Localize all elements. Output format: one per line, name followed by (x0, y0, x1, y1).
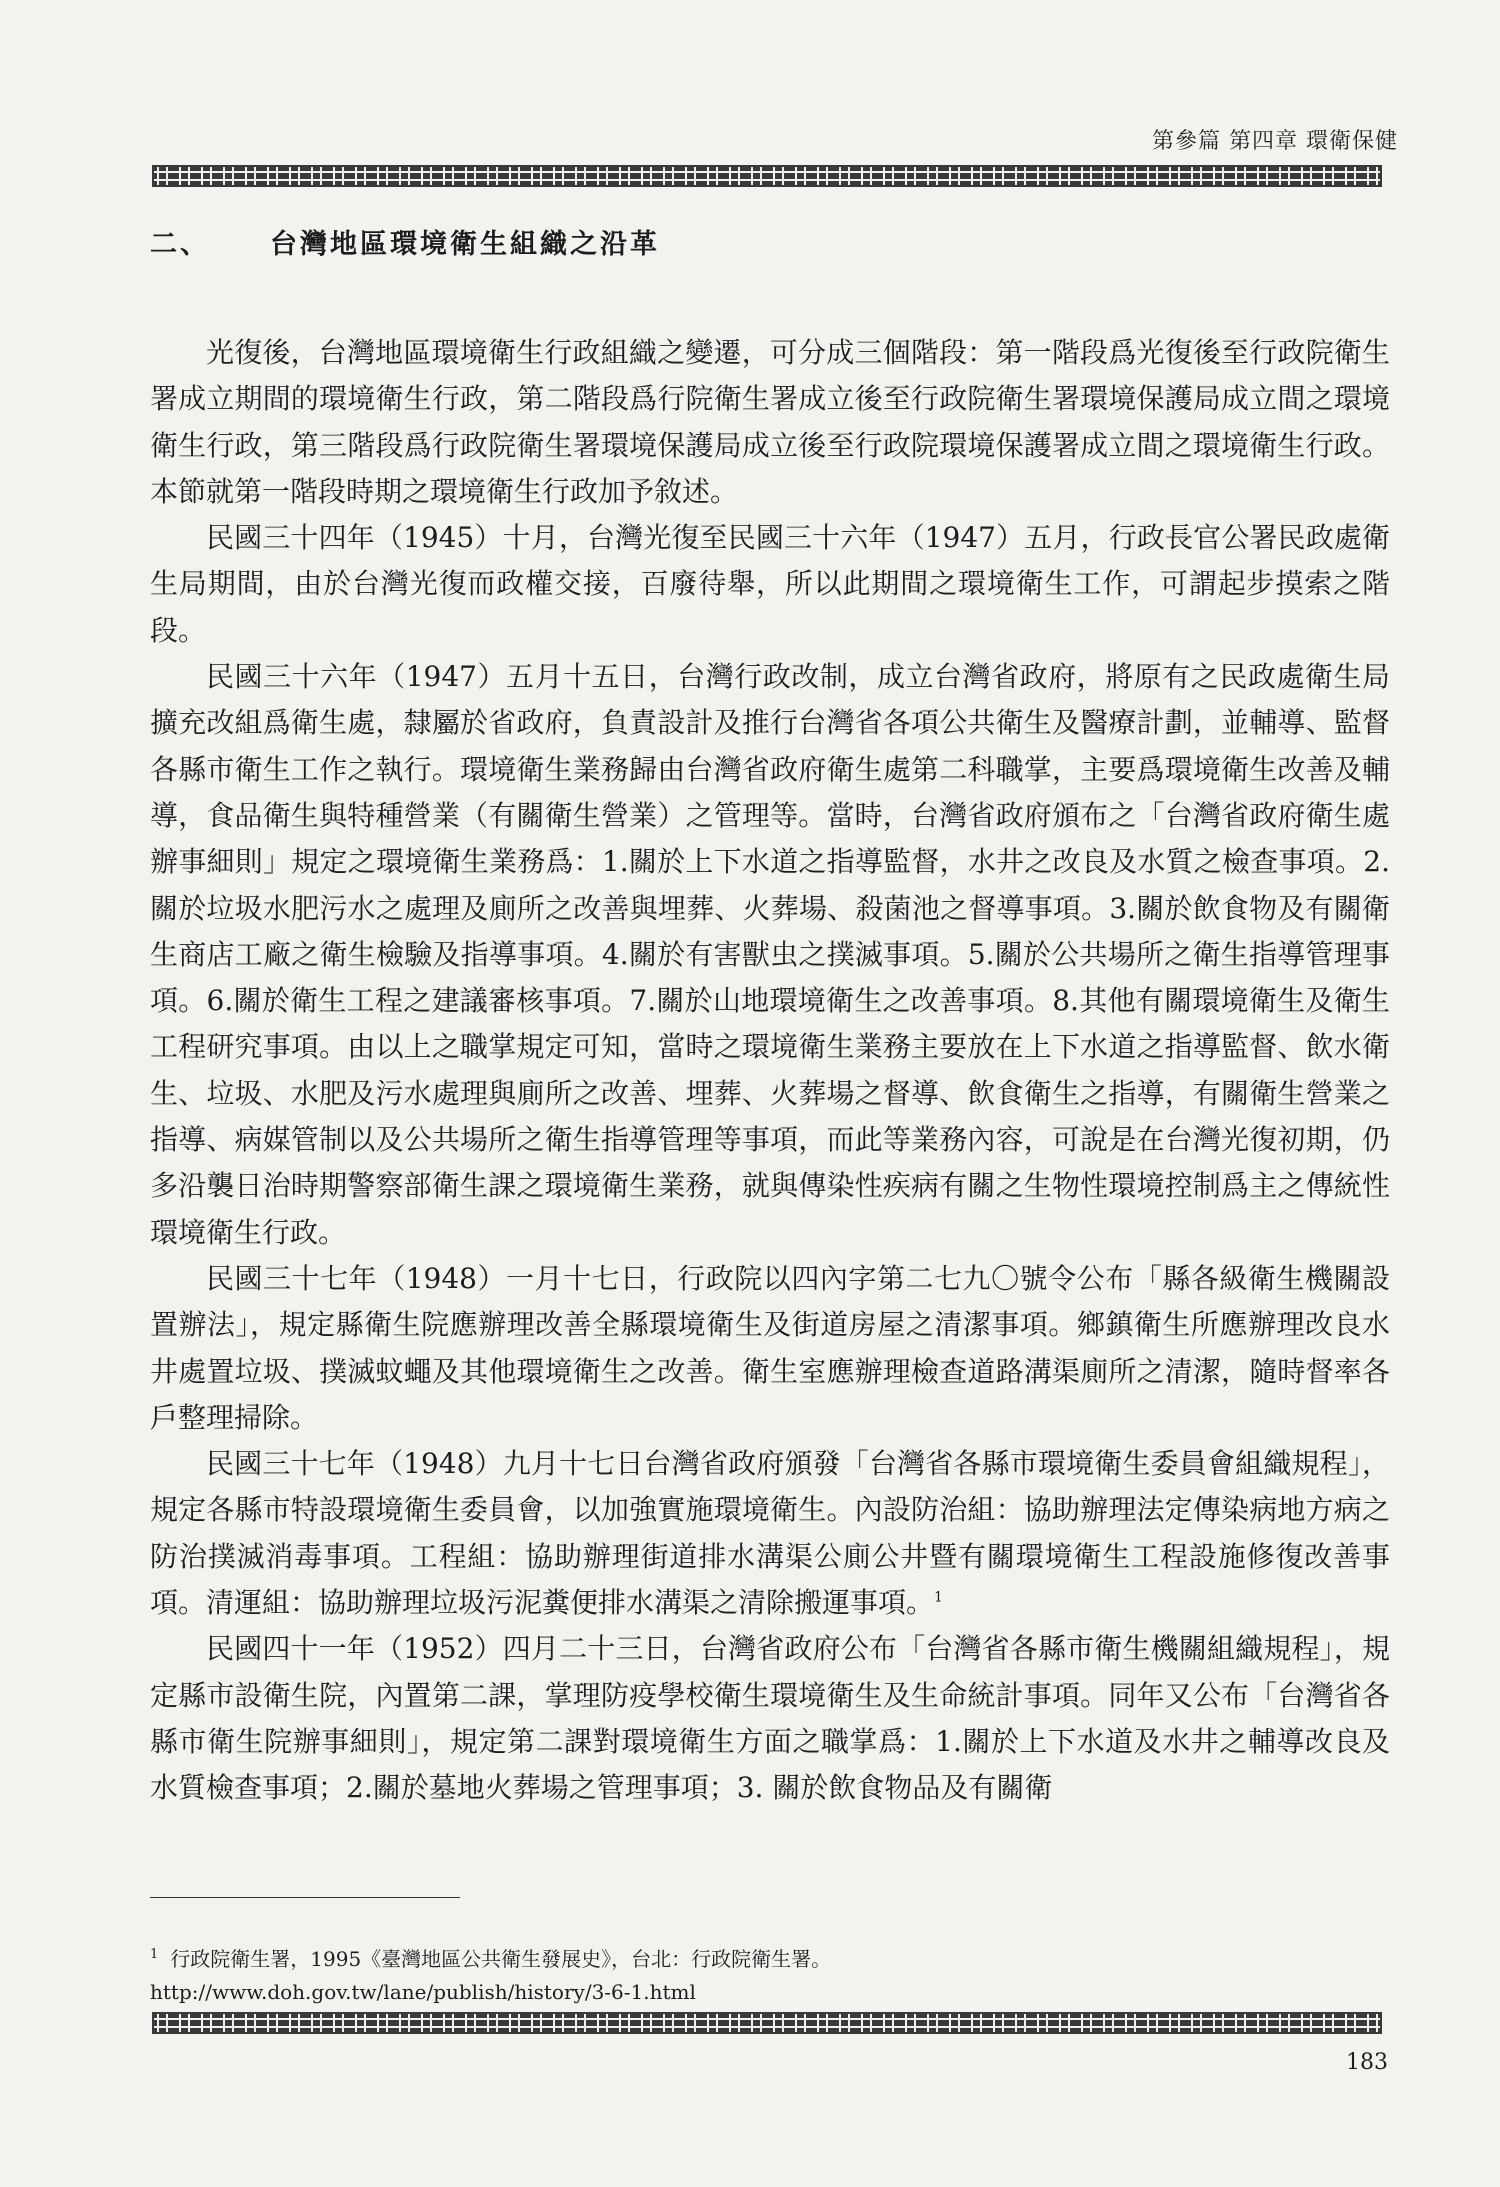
paragraph: 光復後，台灣地區環境衛生行政組織之變遷，可分成三個階段：第一階段爲光復後至行政院衛生署成立期間的環境衛生行政，第二階段爲行院衛生署成立後至行政院衛生署環境保護局成立間之環境衛生行政，第三階段爲行政院衛生署環境保護局成立後至行政院環境保護署成立間之環境衛生行政。本節就第一階段時期之環境衛生行政加予敘述。 (150, 336, 1390, 508)
bottom-decorative-border (152, 2012, 1382, 2034)
footnote-text: 行政院衛生署，1995《臺灣地區公共衛生發展史》，台北：行政院衛生署。 (170, 1947, 832, 1971)
section-number: 二、 (150, 229, 210, 260)
page-number: 183 (1346, 2050, 1388, 2075)
section-title: 台灣地區環境衛生組織之沿革 (270, 229, 660, 260)
footnote-citation (150, 1943, 1380, 1976)
top-decorative-border (152, 165, 1382, 187)
running-header: 第參篇 第四章 環衛保健 (1152, 129, 1398, 154)
paragraph: 民國三十七年（1948）一月十七日，行政院以四內字第二七九〇號令公布「縣各級衛生機關設置辦法」，規定縣衛生院應辦理改善全縣環境衛生及街道房屋之清潔事項。鄉鎮衛生所應辦理改良水井處置垃圾、撲滅蚊蠅及其他環境衛生之改善。衛生室應辦理檢查道路溝渠廁所之清潔，隨時督率各戶整理掃除。 (150, 1261, 1390, 1434)
paragraph: 民國三十六年（1947）五月十五日，台灣行政改制，成立台灣省政府，將原有之民政處衛生局擴充改組爲衛生處，隸屬於省政府，負責設計及推行台灣省各項公共衛生及醫療計劃，並輔導、監督各縣市衛生工作之執行。環境衛生業務歸由台灣省政府衛生處第二科職掌，主要爲環境衛生改善及輔導，食品衛生與特種營業（有關衛生營業）之管理等。當時，台灣省政府頒布之「台灣省政府衛生處辦事細則」規定之環境衛生業務爲：1.關於上下水道之指導監督，水井之改良及水質之檢查事項。2.關於垃圾水肥污水之處理及廁所之改善與埋葬、火葬場、殺菌池之督導事項。3.關於飲食物及有關衛生商店工廠之衛生檢驗及指導事項。4.關於有害獸虫之撲滅事項。5.關於公共場所之衛生指導管理事項。6.關於衛生工程之建議審核事項。7.關於山地環境衛生之改善事項。8.其他有關環境衛生及衛生工程研究事項。由以上之職掌規定可知，當時之環境衛生業務主要放在上下水道之指導監督、飲水衛生、垃圾、水肥及污水處理與廁所之改善、埋葬、火葬場之督導、飲食衛生之指導，有關衛生營業之指導、病媒管制以及公共場所之衛生指導管理等事項，而此等業務內容，可說是在台灣光復初期，仍多沿襲日治時期警察部衛生課之環境衛生業務，就與傳染性疾病有關之生物性環境控制爲主之傳統性環境衛生行政。 (150, 660, 1390, 1249)
footnote-divider (150, 1897, 460, 1898)
footnote (150, 1943, 1380, 2009)
body-text (150, 330, 1390, 1812)
footnote-url[interactable]: http://www.doh.gov.tw/lane/publish/history/3-6-1.html (150, 1980, 696, 2004)
section-heading (150, 222, 660, 261)
paragraph-with-footnote (150, 1441, 1390, 1626)
footnote-reference[interactable]: 1 (934, 1589, 943, 1606)
paragraph: 民國三十四年（1945）十月，台灣光復至民國三十六年（1947）五月，行政長官公署民政處衛生局期間，由於台灣光復而政權交接，百廢待舉，所以此期間之環境衛生工作，可謂起步摸索之階段。 (150, 521, 1390, 647)
paragraph: 民國四十一年（1952）四月二十三日，台灣省政府公布「台灣省各縣市衛生機關組織規程」，規定縣市設衛生院，內置第二課，掌理防疫學校衛生環境衛生及生命統計事項。同年又公布「台灣省各縣市衛生院辦事細則」，規定第二課對環境衛生方面之職掌爲：1.關於上下水道及水井之輔導改良及水質檢查事項；2.關於墓地火葬場之管理事項；3. 關於飲食物品及有關衛 (150, 1632, 1390, 1805)
paragraph-text: 民國三十七年（1948）九月十七日台灣省政府頒發「台灣省各縣市環境衛生委員會組織規程」，規定各縣市特設環境衛生委員會，以加強實施環境衛生。內設防治組：協助辦理法定傳染病地方病之防治撲滅消毒事項。工程組：協助辦理街道排水溝渠公廁公井暨有關環境衛生工程設施修復改善事項。清運組：協助辦理垃圾污泥糞便排水溝渠之清除搬運事項。 (150, 1447, 1390, 1620)
footnote-number: 1 (150, 1947, 159, 1963)
